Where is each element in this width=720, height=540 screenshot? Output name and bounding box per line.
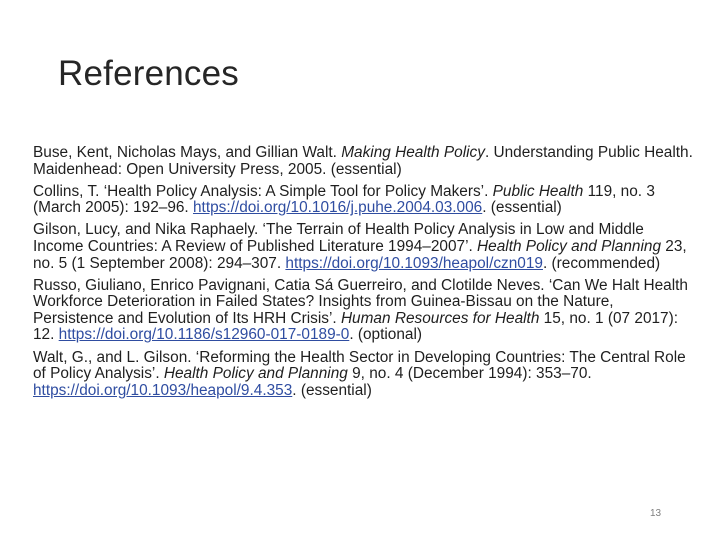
reference-text: . (essential) <box>292 381 372 399</box>
reference-title-italic: Making Health Policy <box>341 144 485 161</box>
reference-text: . (optional) <box>349 326 423 344</box>
reference-text: Russo, Giuliano, Enrico Pavignani, Catia Sá Guerreiro, and Clotilde Neves. ‘Can We Halt Health Workforce Deterioration in Failed States? Insights from Guinea-Bissau on the Nature, Persistence and Evolution of Its HRH Crisis’. <box>33 276 688 327</box>
reference-item <box>33 222 695 272</box>
reference-text: 9, no. 4 (December 1994): 353–70. <box>347 365 592 383</box>
doi-link[interactable]: https://doi.org/10.1186/s12960-017-0189-0 <box>58 326 350 344</box>
reference-item <box>33 184 695 217</box>
reference-item <box>33 145 695 178</box>
slide-title: References <box>58 54 239 93</box>
reference-title-italic: Health Policy and Planning <box>163 365 348 383</box>
reference-title-italic: Public Health <box>492 182 584 200</box>
reference-list <box>33 145 695 405</box>
reference-item <box>33 350 695 400</box>
reference-text: Collins, T. ‘Health Policy Analysis: A Simple Tool for Policy Makers’. <box>33 182 493 200</box>
reference-text: . (essential) <box>482 199 562 217</box>
reference-text: Buse, Kent, Nicholas Mays, and Gillian Walt. <box>33 144 342 161</box>
reference-text: 15, no. 1 (07 2017): 12. <box>33 309 679 344</box>
reference-item <box>33 278 695 344</box>
doi-link[interactable]: https://doi.org/10.1093/heapol/9.4.353 <box>33 381 293 399</box>
reference-text: Walt, G., and L. Gilson. ‘Reforming the Health Sector in Developing Countries: The Central Role of Policy Analysis’. <box>33 348 686 383</box>
doi-link[interactable]: https://doi.org/10.1093/heapol/czn019 <box>285 254 543 272</box>
reference-text: 23, no. 5 (1 September 2008): 294–307. <box>33 237 687 272</box>
reference-title-italic: Health Policy and Planning <box>477 237 661 255</box>
reference-text: . Understanding Public Health. Maidenhead: Open University Press, 2005. (essential) <box>33 144 693 178</box>
reference-text: Gilson, Lucy, and Nika Raphaely. ‘The Terrain of Health Policy Analysis in Low and Middle Income Countries: A Review of Published Literature 1994–2007’. <box>33 221 644 255</box>
doi-link[interactable]: https://doi.org/10.1016/j.puhe.2004.03.006 <box>193 199 483 217</box>
page-number: 13 <box>650 508 662 519</box>
reference-text: 119, no. 3 (March 2005): 192–96. <box>33 182 655 217</box>
reference-text: . (recommended) <box>542 254 661 272</box>
reference-title-italic: Human Resources for Health <box>340 309 540 327</box>
